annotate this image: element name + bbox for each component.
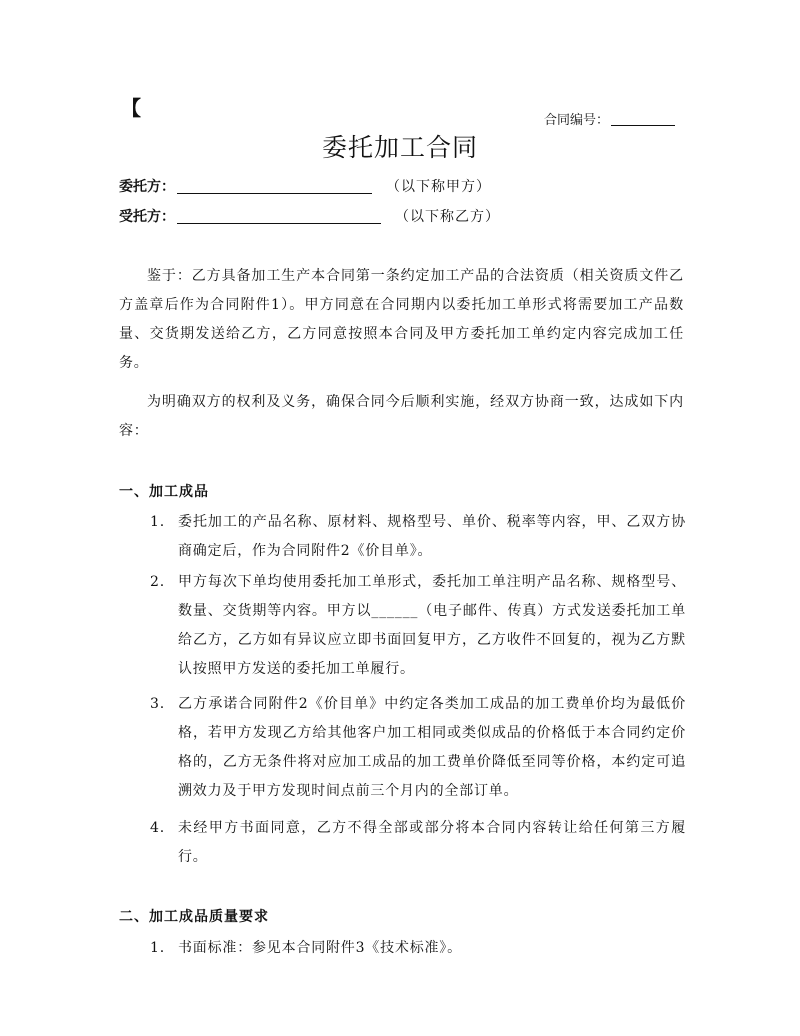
list-item [150, 568, 686, 684]
item-number: 3. [150, 696, 165, 712]
intro-paragraph: 鉴于：乙方具备加工生产本合同第一条约定加工产品的合法资质（相关资质文件乙方盖章后作为合同附件1）。甲方同意在合同期内以委托加工单形式将需要加工产品数量、交货期发送给乙方，乙方同意按照本合同及甲方委托加工单约定内容完成加工任务。 [119, 268, 684, 371]
section-heading: 一、加工成品 [119, 484, 209, 500]
item-text: 书面标准：参见本合同附件3《技术标准》。 [178, 940, 462, 956]
item-text: 未经甲方书面同意，乙方不得全部或部分将本合同内容转让给任何第三方履行。 [178, 820, 686, 865]
party-contractor-note: （以下称乙方） [395, 209, 500, 225]
contract-number-blank[interactable] [611, 112, 675, 126]
party-contractor-label: 受托方： [119, 209, 175, 225]
party-client-note: （以下称甲方） [386, 179, 491, 195]
item-number: 4. [150, 820, 165, 836]
list-item [150, 690, 686, 806]
contract-number [544, 109, 675, 128]
item-text: 甲方每次下单均使用委托加工单形式，委托加工单注明产品名称、规格型号、数量、交货期等内容。甲方以______（电子邮件、传真）方式发送委托加工单给乙方，乙方如有异议应立即书面回复甲方，乙方收件不回复的，视为乙方默认按照甲方发送的委托加工单履行。 [178, 574, 686, 677]
party-client [119, 176, 491, 196]
list-item [150, 508, 686, 566]
item-text: 委托加工的产品名称、原材料、规格型号、单价、税率等内容，甲、乙双方协商确定后，作为合同附件2《价目单》。 [178, 514, 686, 559]
party-contractor [119, 206, 500, 226]
party-client-blank[interactable] [177, 178, 372, 194]
item-number: 1. [150, 514, 165, 530]
party-client-label: 委托方： [119, 179, 175, 195]
item-number: 2. [150, 574, 165, 590]
contract-number-label: 合同编号： [543, 113, 609, 128]
list-item [150, 814, 686, 872]
item-text: 乙方承诺合同附件2《价目单》中约定各类加工成品的加工费单价均为最低价格，若甲方发现乙方给其他客户加工相同或类似成品的价格低于本合同约定价格的，乙方无条件将对应加工成品的加工费单价降低至同等价格，本约定可追溯效力及于甲方发现时间点前三个月内的全部订单。 [178, 696, 686, 799]
list-item [150, 934, 686, 963]
section-heading: 二、加工成品质量要求 [119, 909, 269, 925]
purpose-paragraph: 为明确双方的权利及义务，确保合同今后顺利实施，经双方协商一致，达成如下内容： [119, 394, 684, 439]
corner-bracket: 【 [121, 96, 141, 120]
page-title: 委托加工合同 [321, 133, 478, 162]
item-number: 1. [150, 940, 165, 956]
party-contractor-blank[interactable] [177, 208, 381, 224]
